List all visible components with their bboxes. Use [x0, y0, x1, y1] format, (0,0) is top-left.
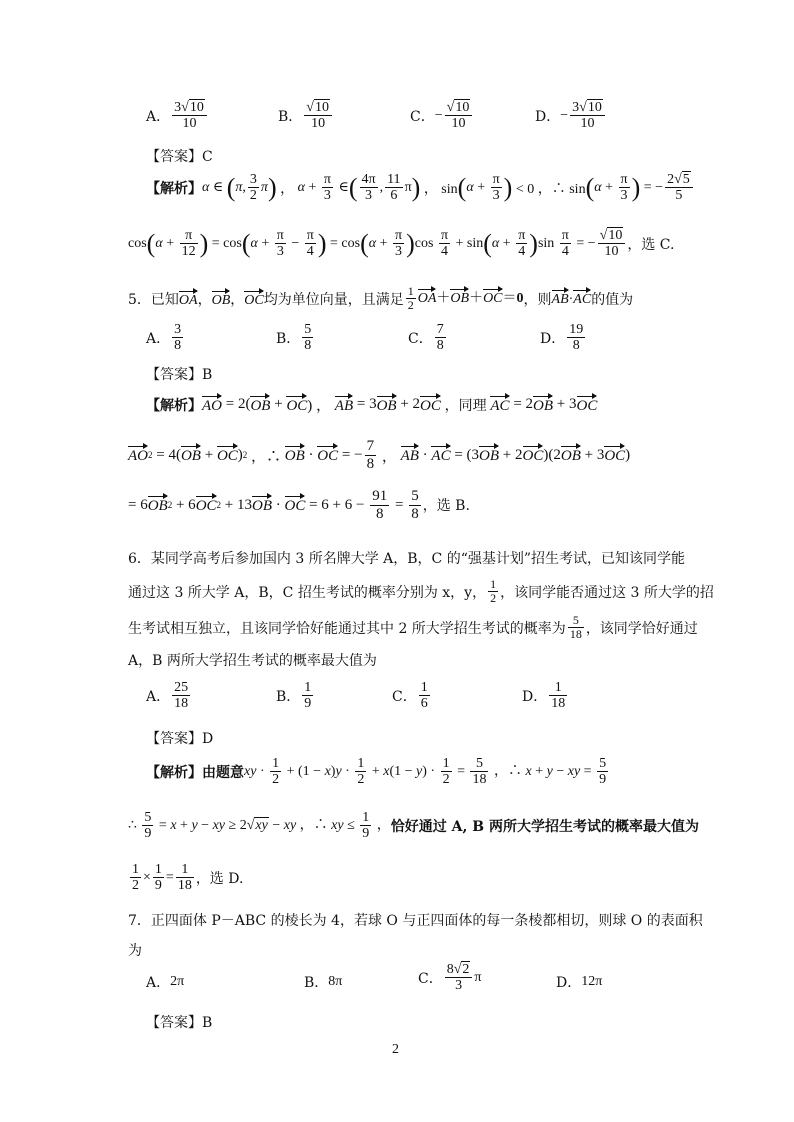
q5-option-b: B． $\frac{5}{8}$ — [276, 322, 312, 354]
q7-answer: 【答案】B — [146, 1015, 213, 1031]
q6-option-d: D． $\frac{1}{18}$ — [522, 680, 566, 712]
q5-solution-line3: = 6 OB 2 + 6 OC 2 + 13 OB · OC = 6 + 6 − $\frac{91}{8}$ = $\frac{5}{8}$ ，选 B. — [128, 488, 470, 522]
q6-option-c: C． $\frac{1}{6}$ — [392, 680, 428, 712]
q7-stem-line1: 7．正四面体 P－ABC 的棱长为 4，若球 O 与正四面体的每一条棱都相切，则球 O 的表面积 — [128, 913, 703, 929]
q7-option-d: D． 12π — [556, 974, 603, 991]
q4-answer: 【答案】C — [146, 149, 213, 165]
q6-stem-line2: 通过这 3 所大学 A，B，C 招生考试的概率分别为 x，y， $\frac{1}{2}$ ，该同学能否通过这 3 所大学的招 — [128, 577, 714, 606]
q5-option-a: A． $\frac{3}{8}$ — [146, 322, 182, 354]
q4-option-a: A． $\frac{3√10}{10}$ — [146, 100, 209, 132]
q4-option-c: C． − $\frac{√10}{10}$ — [410, 100, 474, 132]
q7-option-b: B． 8π — [304, 974, 343, 991]
q6-solution-line1: 【解析】 由题意 xy · $\frac{1}{2}$ + (1 − x)y · $\frac{1}{2}$ + x(1 − y) · $\frac{1}{2}$ = $\frac{5}{18}$ ，∴ x + y − xy = $\frac{5}{9}$ — [146, 756, 607, 788]
q5-solution-line2: AO 2 = 4( OB + OC ) 2 ，∴ OB · OC = − $\frac{7}{8}$ ， AB · AC = (3 OB + 2 OC )(2 OB + 3 OC ) — [128, 438, 631, 472]
q5-stem: 5．已知 OA，OB，OC 均为单位向量，且满足 $\frac{1}{2}$ OA＋OB＋OC＝0 ，则 AB·AC 的值为 — [128, 284, 634, 313]
q6-option-a: A． $\frac{25}{18}$ — [146, 680, 189, 712]
q6-stem-line4: A，B 两所大学招生考试的概率最大值为 — [128, 653, 377, 669]
q7-option-c: C． $\frac{8√2}{3}$ π — [418, 962, 482, 994]
q6-answer: 【答案】D — [146, 731, 214, 747]
q4-solution-line2: cos ( α + $\frac{\pi}{12}$ ) = cos ( α + $\frac{\pi}{3}$ − $\frac{\pi}{4}$ ) = cos ( α + $\frac{\pi}{3}$ ) cos $\frac{\pi}{4}$ + sin ( α + $\frac{\pi}{4}$ ) sin $\frac{\pi}{4}$ = − $\frac{√10}{10}$ ，选 C. — [128, 228, 675, 260]
q5-option-d: D． $\frac{19}{8}$ — [540, 322, 584, 354]
q5-option-c: C． $\frac{7}{8}$ — [408, 322, 444, 354]
q5-answer: 【答案】B — [146, 367, 213, 383]
q4-option-b: B． $\frac{√10}{10}$ — [278, 100, 334, 132]
q6-solution-line3: $\frac{1}{2}$ × $\frac{1}{9}$ = $\frac{1}{18}$ ，选 D. — [132, 862, 244, 894]
q5-solution-line1: 【解析】 AO = 2( OB + OC ) ， AB = 3 OB + 2 OC ，同理 AC = 2 OB + 3 OC — [146, 396, 598, 414]
q4-option-d: D． − $\frac{3√10}{10}$ — [535, 100, 607, 132]
q6-stem-line3: 生考试相互独立，且该同学恰好能通过其中 2 所大学招生考试的概率为 $\frac{5}{18}$ ，该同学恰好通过 — [128, 613, 698, 642]
q7-option-a: A． 2π — [146, 974, 185, 991]
q7-stem-line2: 为 — [128, 943, 142, 959]
q6-solution-line2: ∴ $\frac{5}{9}$ = x + y − xy ≥ 2√xy − xy ，∴ xy ≤ $\frac{1}{9}$ ， 恰好通过 A, B 两所大学招生考试的概率最大值为 — [128, 810, 699, 842]
q6-option-b: B． $\frac{1}{9}$ — [276, 680, 312, 712]
q6-stem-line1: 6．某同学高考后参加国内 3 所名牌大学 A，B，C 的“强基计划”招生考试，已知该同学能 — [128, 551, 686, 567]
q4-solution-line1: 【解析】 α ∈ ( π , $\frac{3}{2}$ π ) ， α + $\frac{\pi}{3}$ ∈ ( $\frac{4\pi}{3}$ , $\frac{11}{6}$ π ) ， sin ( α + $\frac{\pi}{3}$ ) < 0 ，∴ sin ( α + $\frac{\pi}{3}$ ) = − $\frac{2√5}{5}$ — [146, 172, 695, 204]
page-number: 2 — [392, 1042, 399, 1057]
